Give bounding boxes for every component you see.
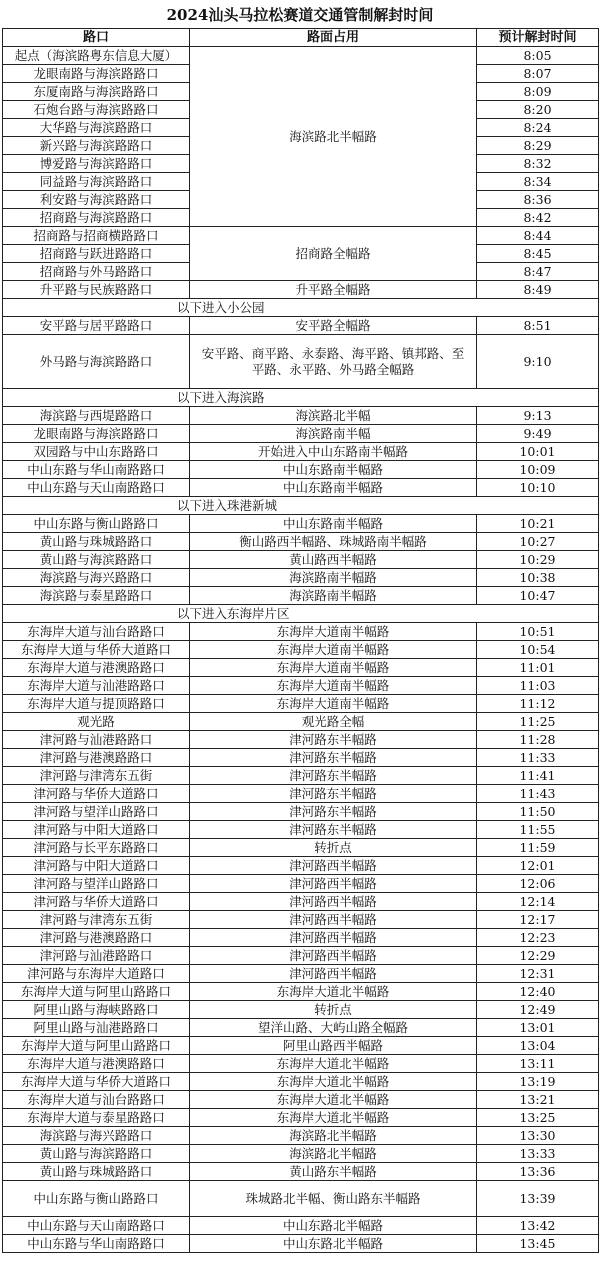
- reopen-time-cell: 8:32: [477, 155, 599, 173]
- occupation-cell: 东海岸大道南半幅路: [190, 677, 477, 695]
- reopen-time-cell: 8:47: [477, 263, 599, 281]
- table-row: [3, 893, 599, 911]
- table-row: [3, 1091, 599, 1109]
- reopen-time-cell: 8:34: [477, 173, 599, 191]
- intersection-cell: 东海岸大道与泰星路路口: [3, 1109, 190, 1127]
- occupation-cell: 海滨路南半幅路: [190, 569, 477, 587]
- intersection-cell: 海滨路与泰星路路口: [3, 587, 190, 605]
- intersection-cell: 起点（海滨路粤东信息大厦）: [3, 47, 190, 65]
- intersection-cell: 阿里山路与海峡路路口: [3, 1001, 190, 1019]
- table-row: [3, 623, 599, 641]
- intersection-cell: 招商路与海滨路路口: [3, 209, 190, 227]
- reopen-time-cell: 11:01: [477, 659, 599, 677]
- occupation-cell: 黄山路东半幅路: [190, 1163, 477, 1181]
- occupation-cell: 东海岸大道北半幅路: [190, 1073, 477, 1091]
- occupation-cell: 中山东路南半幅路: [190, 479, 477, 497]
- reopen-time-cell: 8:51: [477, 317, 599, 335]
- reopen-time-cell: 11:28: [477, 731, 599, 749]
- section-row: [3, 389, 599, 407]
- intersection-cell: 津河路与港澳路路口: [3, 749, 190, 767]
- section-label: 以下进入小公园: [177, 299, 265, 315]
- intersection-cell: 东海岸大道与阿里山路路口: [3, 983, 190, 1001]
- intersection-cell: 黄山路与海滨路路口: [3, 1145, 190, 1163]
- table-row: [3, 1109, 599, 1127]
- table-row: [3, 659, 599, 677]
- occupation-cell: 安平路、商平路、永泰路、海平路、镇邦路、至平路、永平路、外马路全幅路: [190, 335, 477, 389]
- intersection-cell: 黄山路与珠城路路口: [3, 1163, 190, 1181]
- header-reopen-time: 预计解封时间: [477, 29, 599, 47]
- intersection-cell: 东海岸大道与汕台路路口: [3, 1091, 190, 1109]
- intersection-cell: 东海岸大道与阿里山路路口: [3, 1037, 190, 1055]
- section-cell: [3, 497, 599, 515]
- table-row: [3, 641, 599, 659]
- intersection-cell: 双园路与中山东路路口: [3, 443, 190, 461]
- reopen-time-cell: 11:50: [477, 803, 599, 821]
- section-cell: [3, 605, 599, 623]
- occupation-cell: 升平路全幅路: [190, 281, 477, 299]
- reopen-time-cell: 11:12: [477, 695, 599, 713]
- table-row: [3, 47, 599, 65]
- reopen-time-cell: 13:45: [477, 1235, 599, 1253]
- intersection-cell: 津河路与港澳路路口: [3, 929, 190, 947]
- table-row: [3, 461, 599, 479]
- reopen-time-cell: 11:03: [477, 677, 599, 695]
- occupation-cell: 津河路东半幅路: [190, 731, 477, 749]
- occupation-cell: 津河路东半幅路: [190, 785, 477, 803]
- intersection-cell: 招商路与跃进路路口: [3, 245, 190, 263]
- intersection-cell: 招商路与外马路路口: [3, 263, 190, 281]
- intersection-cell: 津河路与东海岸大道路口: [3, 965, 190, 983]
- occupation-cell: 津河路东半幅路: [190, 803, 477, 821]
- occupation-cell: 中山东路北半幅路: [190, 1217, 477, 1235]
- occupation-cell: 东海岸大道南半幅路: [190, 623, 477, 641]
- table-row: [3, 1235, 599, 1253]
- reopen-time-cell: 11:59: [477, 839, 599, 857]
- reopen-time-cell: 9:49: [477, 425, 599, 443]
- reopen-time-cell: 8:20: [477, 101, 599, 119]
- intersection-cell: 利安路与海滨路路口: [3, 191, 190, 209]
- intersection-cell: 津河路与中阳大道路口: [3, 821, 190, 839]
- table-row: [3, 1181, 599, 1217]
- occupation-cell: 海滨路北半幅路: [190, 1127, 477, 1145]
- intersection-cell: 黄山路与海滨路路口: [3, 551, 190, 569]
- reopen-time-cell: 12:31: [477, 965, 599, 983]
- occupation-cell: 津河路西半幅路: [190, 893, 477, 911]
- occupation-cell: 津河路西半幅路: [190, 947, 477, 965]
- intersection-cell: 升平路与民族路路口: [3, 281, 190, 299]
- intersection-cell: 中山东路与衡山路路口: [3, 515, 190, 533]
- reopen-time-cell: 10:29: [477, 551, 599, 569]
- occupation-cell: 东海岸大道北半幅路: [190, 1091, 477, 1109]
- intersection-cell: 中山东路与衡山路路口: [3, 1181, 190, 1217]
- occupation-cell: 海滨路南半幅路: [190, 587, 477, 605]
- intersection-cell: 东厦南路与海滨路路口: [3, 83, 190, 101]
- intersection-cell: 津河路与华侨大道路口: [3, 785, 190, 803]
- table-row: [3, 749, 599, 767]
- occupation-cell: 东海岸大道北半幅路: [190, 1055, 477, 1073]
- reopen-time-cell: 13:33: [477, 1145, 599, 1163]
- occupation-cell: 中山东路南半幅路: [190, 515, 477, 533]
- reopen-time-cell: 10:10: [477, 479, 599, 497]
- table-row: [3, 227, 599, 245]
- table-row: [3, 713, 599, 731]
- table-row: [3, 731, 599, 749]
- table-row: [3, 911, 599, 929]
- reopen-time-cell: 13:42: [477, 1217, 599, 1235]
- table-row: [3, 1037, 599, 1055]
- intersection-cell: 龙眼南路与海滨路路口: [3, 425, 190, 443]
- occupation-cell: 津河路西半幅路: [190, 875, 477, 893]
- reopen-time-cell: 10:21: [477, 515, 599, 533]
- occupation-cell: 望洋山路、大屿山路全幅路: [190, 1019, 477, 1037]
- occupation-cell: 海滨路北半幅路: [190, 1145, 477, 1163]
- reopen-time-cell: 12:49: [477, 1001, 599, 1019]
- occupation-cell: 东海岸大道南半幅路: [190, 695, 477, 713]
- table-row: [3, 1019, 599, 1037]
- reopen-time-cell: 10:09: [477, 461, 599, 479]
- occupation-cell: 开始进入中山东路南半幅路: [190, 443, 477, 461]
- section-label: 以下进入东海岸片区: [177, 605, 290, 621]
- reopen-time-cell: 8:09: [477, 83, 599, 101]
- intersection-cell: 中山东路与华山南路路口: [3, 1235, 190, 1253]
- reopen-time-cell: 8:44: [477, 227, 599, 245]
- intersection-cell: 东海岸大道与港澳路路口: [3, 1055, 190, 1073]
- intersection-cell: 海滨路与西堤路路口: [3, 407, 190, 425]
- occupation-cell: 观光路全幅: [190, 713, 477, 731]
- intersection-cell: 石炮台路与海滨路路口: [3, 101, 190, 119]
- reopen-time-cell: 13:36: [477, 1163, 599, 1181]
- reopen-time-cell: 11:43: [477, 785, 599, 803]
- intersection-cell: 中山东路与华山南路路口: [3, 461, 190, 479]
- header-intersection: 路口: [3, 29, 190, 47]
- table-row: [3, 335, 599, 389]
- reopen-time-cell: 13:19: [477, 1073, 599, 1091]
- reopen-time-cell: 12:06: [477, 875, 599, 893]
- table-body: [3, 47, 599, 1253]
- table-row: [3, 677, 599, 695]
- table-row: [3, 515, 599, 533]
- occupation-cell: 中山东路南半幅路: [190, 461, 477, 479]
- reopen-time-cell: 10:54: [477, 641, 599, 659]
- occupation-cell: 津河路东半幅路: [190, 749, 477, 767]
- intersection-cell: 津河路与汕港路路口: [3, 947, 190, 965]
- intersection-cell: 观光路: [3, 713, 190, 731]
- occupation-cell: 津河路东半幅路: [190, 767, 477, 785]
- section-label: 以下进入海滨路: [177, 389, 265, 405]
- table-row: [3, 1073, 599, 1091]
- occupation-cell: 衡山路西半幅路、珠城路南半幅路: [190, 533, 477, 551]
- reopen-time-cell: 8:45: [477, 245, 599, 263]
- intersection-cell: 津河路与望洋山路路口: [3, 803, 190, 821]
- table-row: [3, 1145, 599, 1163]
- table-row: [3, 587, 599, 605]
- reopen-time-cell: 9:10: [477, 335, 599, 389]
- intersection-cell: 东海岸大道与汕港路路口: [3, 677, 190, 695]
- occupation-cell: 津河路西半幅路: [190, 911, 477, 929]
- reopen-time-cell: 13:04: [477, 1037, 599, 1055]
- table-row: [3, 281, 599, 299]
- table-row: [3, 929, 599, 947]
- table-row: [3, 803, 599, 821]
- intersection-cell: 海滨路与海兴路路口: [3, 569, 190, 587]
- reopen-time-cell: 10:27: [477, 533, 599, 551]
- occupation-cell: 海滨路南半幅: [190, 425, 477, 443]
- occupation-cell: 黄山路西半幅路: [190, 551, 477, 569]
- reopen-time-cell: 12:29: [477, 947, 599, 965]
- occupation-cell: 珠城路北半幅、衡山路东半幅路: [190, 1181, 477, 1217]
- table-row: [3, 551, 599, 569]
- intersection-cell: 龙眼南路与海滨路路口: [3, 65, 190, 83]
- table-row: [3, 479, 599, 497]
- table-row: [3, 875, 599, 893]
- intersection-cell: 黄山路与珠城路路口: [3, 533, 190, 551]
- reopen-time-cell: 11:41: [477, 767, 599, 785]
- intersection-cell: 中山东路与天山南路路口: [3, 479, 190, 497]
- intersection-cell: 安平路与居平路路口: [3, 317, 190, 335]
- reopen-time-cell: 9:13: [477, 407, 599, 425]
- reopen-time-cell: 11:25: [477, 713, 599, 731]
- occupation-cell: 中山东路北半幅路: [190, 1235, 477, 1253]
- intersection-cell: 大华路与海滨路路口: [3, 119, 190, 137]
- table-row: [3, 425, 599, 443]
- table-row: [3, 785, 599, 803]
- occupation-cell: 津河路东半幅路: [190, 821, 477, 839]
- occupation-cell: 转折点: [190, 1001, 477, 1019]
- table-row: [3, 443, 599, 461]
- table-row: [3, 317, 599, 335]
- reopen-time-cell: 12:17: [477, 911, 599, 929]
- page-title: 2024汕头马拉松赛道交通管制解封时间: [166, 6, 434, 24]
- table-row: [3, 947, 599, 965]
- intersection-cell: 东海岸大道与提顶路路口: [3, 695, 190, 713]
- reopen-time-cell: 13:01: [477, 1019, 599, 1037]
- reopen-time-cell: 8:29: [477, 137, 599, 155]
- occupation-cell: 东海岸大道南半幅路: [190, 641, 477, 659]
- intersection-cell: 东海岸大道与港澳路路口: [3, 659, 190, 677]
- occupation-cell: 安平路全幅路: [190, 317, 477, 335]
- intersection-cell: 津河路与长平东路路口: [3, 839, 190, 857]
- intersection-cell: 东海岸大道与华侨大道路口: [3, 641, 190, 659]
- table-row: [3, 983, 599, 1001]
- section-cell: [3, 389, 599, 407]
- intersection-cell: 津河路与汕港路路口: [3, 731, 190, 749]
- table-row: [3, 695, 599, 713]
- reopen-time-cell: 8:24: [477, 119, 599, 137]
- intersection-cell: 同益路与海滨路路口: [3, 173, 190, 191]
- reopen-time-cell: 12:01: [477, 857, 599, 875]
- occupation-cell: 东海岸大道南半幅路: [190, 659, 477, 677]
- table-row: [3, 533, 599, 551]
- intersection-cell: 外马路与海滨路路口: [3, 335, 190, 389]
- intersection-cell: 津河路与望洋山路路口: [3, 875, 190, 893]
- table-row: [3, 1217, 599, 1235]
- occupation-cell: 东海岸大道北半幅路: [190, 1109, 477, 1127]
- reopen-time-cell: 8:07: [477, 65, 599, 83]
- reopen-time-cell: 10:51: [477, 623, 599, 641]
- occupation-cell: 海滨路北半幅: [190, 407, 477, 425]
- section-row: [3, 605, 599, 623]
- table-row: [3, 767, 599, 785]
- reopen-time-cell: 13:30: [477, 1127, 599, 1145]
- intersection-cell: 津河路与中阳大道路口: [3, 857, 190, 875]
- intersection-cell: 新兴路与海滨路路口: [3, 137, 190, 155]
- reopen-time-cell: 8:42: [477, 209, 599, 227]
- table-row: [3, 407, 599, 425]
- reopen-time-cell: 8:36: [477, 191, 599, 209]
- header-occupation: 路面占用: [190, 29, 477, 47]
- reopen-time-cell: 13:11: [477, 1055, 599, 1073]
- table-row: [3, 1127, 599, 1145]
- intersection-cell: 博爱路与海滨路路口: [3, 155, 190, 173]
- table-row: [3, 821, 599, 839]
- reopen-time-cell: 11:55: [477, 821, 599, 839]
- occupation-cell: 转折点: [190, 839, 477, 857]
- reopen-time-cell: 10:38: [477, 569, 599, 587]
- section-row: [3, 299, 599, 317]
- reopen-time-cell: 13:21: [477, 1091, 599, 1109]
- reopen-time-cell: 13:25: [477, 1109, 599, 1127]
- occupation-cell: 津河路西半幅路: [190, 857, 477, 875]
- occupation-cell: 阿里山路西半幅路: [190, 1037, 477, 1055]
- reopen-time-cell: 12:14: [477, 893, 599, 911]
- section-cell: [3, 299, 599, 317]
- table-row: [3, 965, 599, 983]
- reopen-time-cell: 12:23: [477, 929, 599, 947]
- reopen-time-cell: 11:33: [477, 749, 599, 767]
- intersection-cell: 东海岸大道与华侨大道路口: [3, 1073, 190, 1091]
- table-row: [3, 1163, 599, 1181]
- occupation-cell: 津河路西半幅路: [190, 965, 477, 983]
- intersection-cell: 招商路与招商横路路口: [3, 227, 190, 245]
- table-header-row: [3, 29, 599, 47]
- reopen-time-cell: 8:05: [477, 47, 599, 65]
- intersection-cell: 阿里山路与汕港路路口: [3, 1019, 190, 1037]
- reopen-time-cell: 12:40: [477, 983, 599, 1001]
- intersection-cell: 东海岸大道与汕台路路口: [3, 623, 190, 641]
- occupation-cell: 津河路西半幅路: [190, 929, 477, 947]
- intersection-cell: 津河路与华侨大道路口: [3, 893, 190, 911]
- table-row: [3, 569, 599, 587]
- table-row: [3, 839, 599, 857]
- occupation-cell: 东海岸大道北半幅路: [190, 983, 477, 1001]
- table-row: [3, 1001, 599, 1019]
- reopen-time-cell: 8:49: [477, 281, 599, 299]
- intersection-cell: 津河路与津湾东五街: [3, 767, 190, 785]
- reopen-time-cell: 10:47: [477, 587, 599, 605]
- intersection-cell: 中山东路与天山南路路口: [3, 1217, 190, 1235]
- section-label: 以下进入珠港新城: [177, 497, 278, 513]
- intersection-cell: 津河路与津湾东五街: [3, 911, 190, 929]
- reopen-time-cell: 10:01: [477, 443, 599, 461]
- reopen-time-cell: 13:39: [477, 1181, 599, 1217]
- schedule-table: [2, 28, 599, 1253]
- section-row: [3, 497, 599, 515]
- table-row: [3, 857, 599, 875]
- occupation-cell: 海滨路北半幅路: [190, 47, 477, 227]
- table-row: [3, 1055, 599, 1073]
- occupation-cell: 招商路全幅路: [190, 227, 477, 281]
- intersection-cell: 海滨路与海兴路路口: [3, 1127, 190, 1145]
